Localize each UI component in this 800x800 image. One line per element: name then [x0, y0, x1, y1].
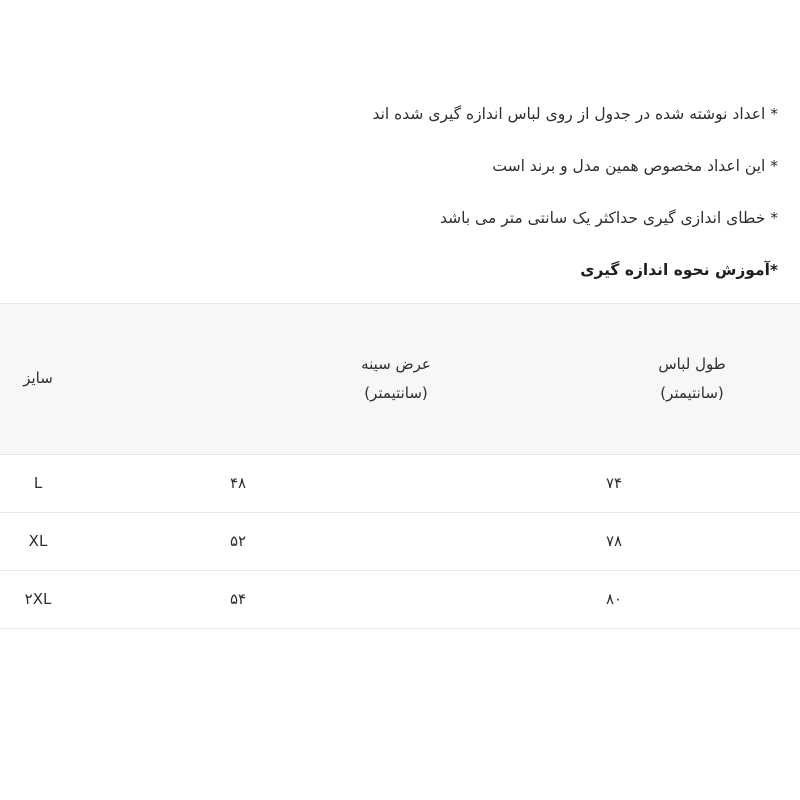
- cell-length: ۸۰: [584, 570, 800, 628]
- cell-size: ۲XL: [0, 570, 208, 628]
- notes-block: [0, 0, 800, 281]
- cell-size: XL: [0, 512, 208, 570]
- table-header-row: [0, 303, 800, 454]
- page-bottom-space: [0, 629, 800, 800]
- size-table: [0, 303, 800, 629]
- table-row: [0, 512, 800, 570]
- table-row: [0, 570, 800, 628]
- header-length-line1: طول لباس: [658, 355, 726, 374]
- size-table-wrapper: [0, 303, 800, 629]
- note-line-2: * این اعداد مخصوص همین مدل و برند است: [492, 156, 778, 175]
- table-row: [0, 454, 800, 512]
- header-length-line2: (سانتیمتر): [660, 383, 724, 402]
- cell-length: ۷۸: [584, 512, 800, 570]
- header-chest-line1: عرض سینه: [361, 355, 431, 374]
- header-chest: [208, 303, 584, 454]
- measurement-guide-heading: *آموزش نحوه اندازه گیری: [580, 260, 778, 279]
- cell-chest: ۴۸: [208, 454, 584, 512]
- cell-length: ۷۴: [584, 454, 800, 512]
- size-table-body: [0, 454, 800, 628]
- note-line-1: * اعداد نوشته شده در جدول از روی لباس اندازه گیری شده اند: [372, 105, 778, 123]
- size-table-head: [0, 303, 800, 454]
- header-chest-line2: (سانتیمتر): [364, 383, 428, 402]
- header-length: [584, 303, 800, 454]
- note-line-3: * خطای اندازی گیری حداکثر یک سانتی متر می باشد: [439, 208, 778, 227]
- header-size: سایز: [0, 303, 208, 454]
- cell-size: L: [0, 454, 208, 512]
- cell-chest: ۵۲: [208, 512, 584, 570]
- cell-chest: ۵۴: [208, 570, 584, 628]
